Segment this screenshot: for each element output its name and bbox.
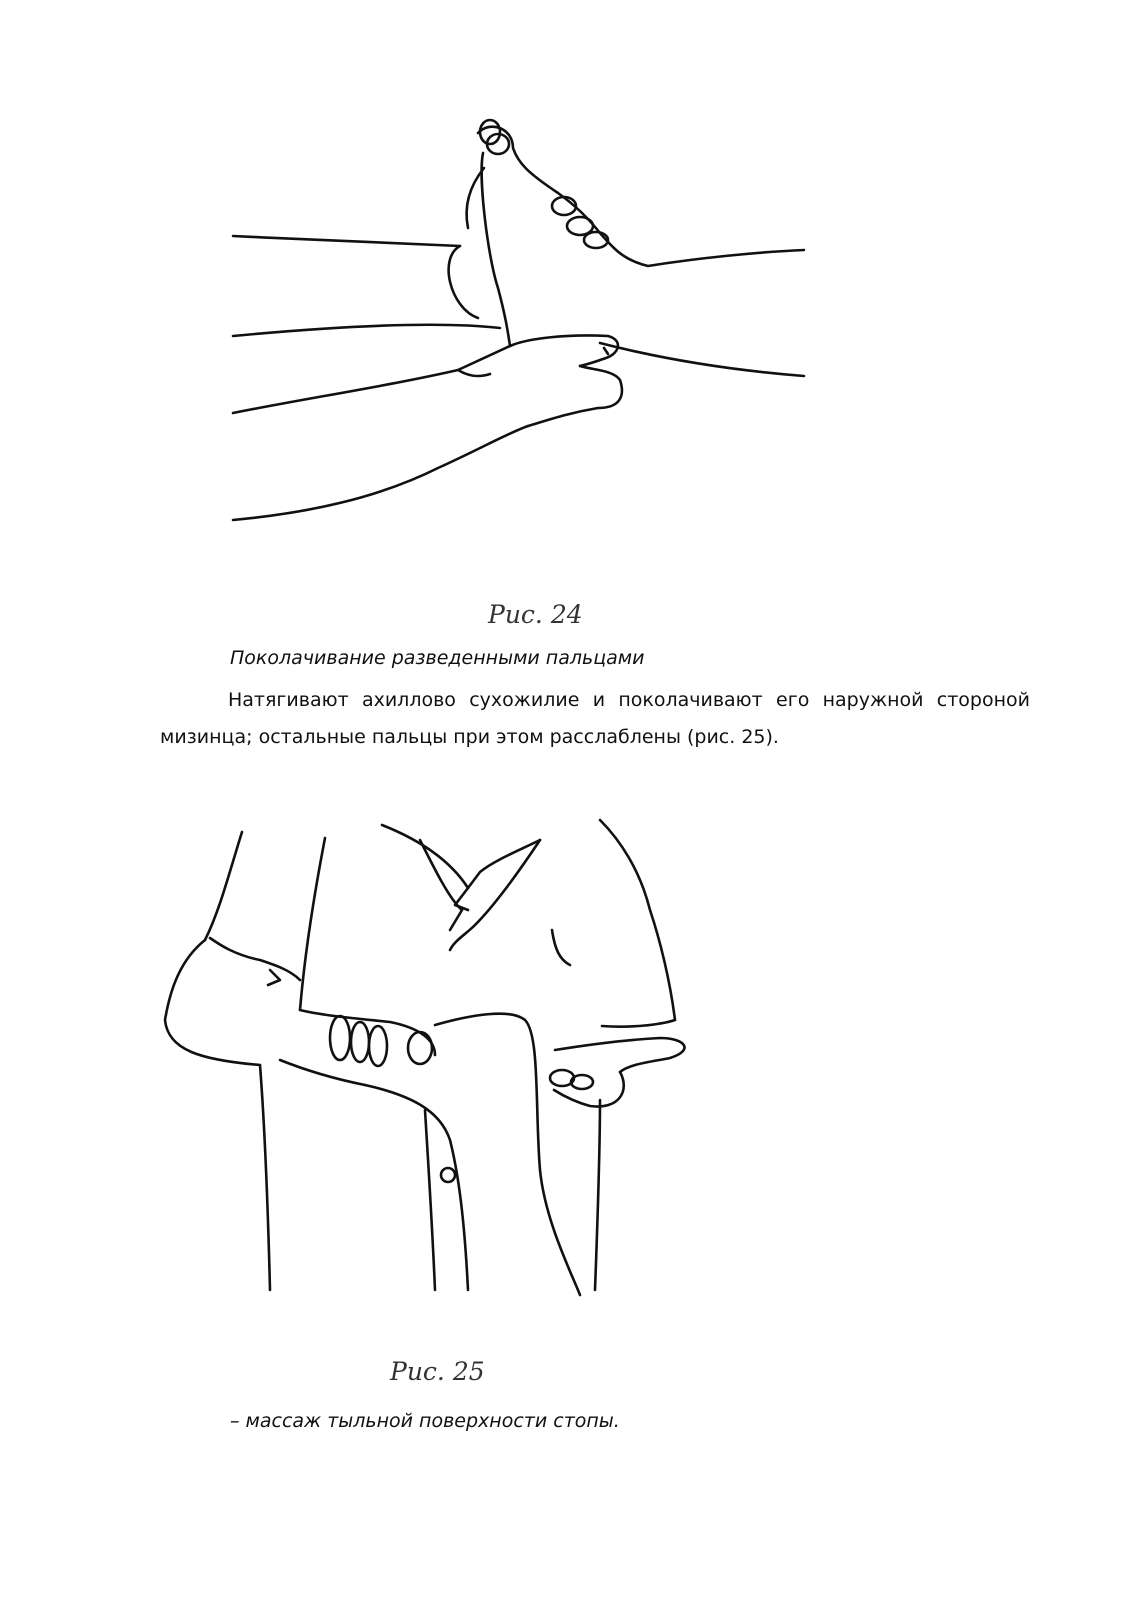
figure-25-caption: Рис. 25: [390, 1357, 485, 1386]
figure-24-caption: Рис. 24: [488, 600, 583, 629]
figure-25-subtitle: – массаж тыльной поверхности стопы.: [230, 1410, 620, 1432]
section-heading: Поколачивание разведенными пальцами: [230, 647, 645, 669]
body-paragraph: Натягивают ахиллово сухожилие и поколачивают его наружной стороной мизинца; остальные пальцы при этом расслаблены (рис. 25).: [160, 689, 1030, 748]
therapist-massage-drawing: [150, 810, 730, 1310]
figure-25-illustration: [150, 810, 730, 1310]
foot-and-hands-drawing: [228, 108, 818, 538]
figure-24-illustration: [228, 108, 818, 538]
